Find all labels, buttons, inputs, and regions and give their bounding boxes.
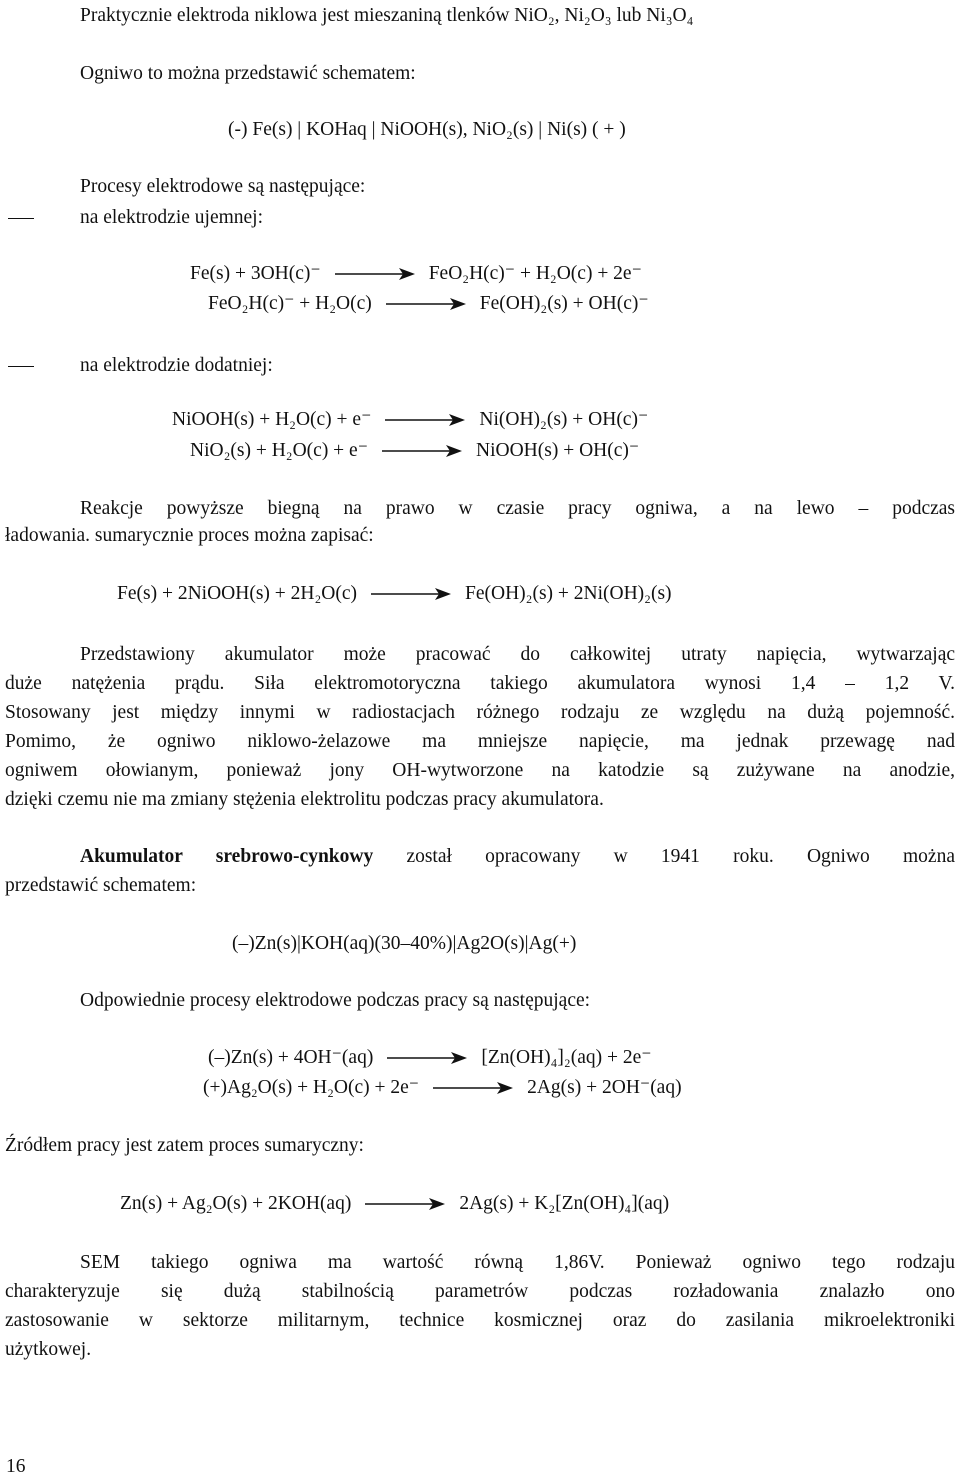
equation-negative-1 xyxy=(190,262,642,286)
reactions-note-line2: ładowania. sumarycznie proces można zapisać: xyxy=(5,525,374,546)
silver-zinc-processes-label: Odpowiednie procesy elektrodowe podczas pracy są następujące: xyxy=(80,990,591,1011)
bullet-dash xyxy=(8,366,34,367)
silver-zinc-intro xyxy=(80,842,955,871)
equation-lhs: (–)Zn(s) + 4OH⁻(aq) xyxy=(208,1047,374,1068)
page-number: 16 xyxy=(6,1456,26,1477)
para1-line: Stosowany jest między innymi w radiostacjach różnego rodzaju ze względu na dużą pojemność. xyxy=(5,702,955,723)
reaction-arrow-icon xyxy=(387,1051,467,1065)
silver-zinc-intro-rest: został opracowany w 1941 roku. Ogniwo można xyxy=(373,846,955,867)
equation-silver-zinc-1 xyxy=(208,1046,652,1070)
equation-rhs: 2Ag(s) + 2OH⁻(aq) xyxy=(527,1077,682,1098)
equation-rhs: 2Ag(s) + K₂[Zn(OH)₄](aq) xyxy=(459,1193,670,1214)
equation-rhs: Ni(OH)₂(s) + OH(c)⁻ xyxy=(479,409,649,430)
bullet-dash xyxy=(8,218,34,219)
summary-equation-agzn xyxy=(120,1192,669,1216)
reactions-note-line1: Reakcje powyższe biegną na prawo w czasie pracy ogniwa, a na lewo – podczas xyxy=(80,498,955,519)
reaction-arrow-icon xyxy=(382,444,462,458)
negative-electrode-label: na elektrodzie ujemnej: xyxy=(80,207,264,228)
para2-line: użytkowej. xyxy=(5,1339,92,1360)
silver-zinc-title: Akumulator srebrowo-cynkowy xyxy=(80,846,374,867)
processes-label: Procesy elektrodowe są następujące: xyxy=(80,176,366,197)
reaction-arrow-icon xyxy=(365,1197,445,1211)
para1-line: dzięki czemu nie ma zmiany stężenia elektrolitu podczas pracy akumulatora. xyxy=(5,789,604,810)
equation-rhs: FeO₂H(c)⁻ + H₂O(c) + 2e⁻ xyxy=(428,263,642,284)
para2-line: zastosowanie w sektorze militarnym, technice kosmicznej oraz do zasilania mikroelektroniki xyxy=(5,1310,955,1331)
para2-line: charakteryzuje się dużą stabilnością parametrów podczas rozładowania znalazło ono xyxy=(5,1281,955,1302)
equation-negative-2 xyxy=(208,292,649,316)
para1-line: Pomimo, że ogniwo niklowo-żelazowe ma mniejsze napięcie, ma jednak przewagę nad xyxy=(5,731,955,752)
para1-line: duże natężenia prądu. Siła elektromotoryczna takiego akumulatora wynosi 1,4 – 1,2 V. xyxy=(5,673,955,694)
equation-lhs: NiOOH(s) + H₂O(c) + e⁻ xyxy=(172,409,372,430)
intro-scheme-label: Ogniwo to można przedstawić schematem: xyxy=(80,63,416,84)
equation-lhs: NiO₂(s) + H₂O(c) + e⁻ xyxy=(190,440,369,461)
positive-electrode-label: na elektrodzie dodatniej: xyxy=(80,355,273,376)
equation-positive-1 xyxy=(172,408,648,432)
equation-rhs: NiOOH(s) + OH(c)⁻ xyxy=(476,440,640,461)
reaction-arrow-icon xyxy=(335,267,415,281)
equation-lhs: (+)Ag₂O(s) + H₂O(c) + 2e⁻ xyxy=(203,1077,420,1098)
equation-rhs: [Zn(OH)₄]₂(aq) + 2e⁻ xyxy=(481,1047,652,1068)
equation-rhs: Fe(OH)₂(s) + OH(c)⁻ xyxy=(479,293,649,314)
para1-line: Przedstawiony akumulator może pracować do całkowitej utraty napięcia, wytwarzając xyxy=(80,644,955,665)
silver-zinc-scheme-label: przedstawić schematem: xyxy=(5,875,197,896)
reaction-arrow-icon xyxy=(433,1081,513,1095)
equation-rhs: Fe(OH)₂(s) + 2Ni(OH)₂(s) xyxy=(465,583,672,604)
intro-nickel-mix: Praktycznie elektroda niklowa jest mieszaniną tlenków NiO₂, Ni₂O₃ lub Ni₃O₄ xyxy=(80,5,694,26)
equation-lhs: Fe(s) + 3OH(c)⁻ xyxy=(190,263,321,284)
silver-zinc-scheme: (–)Zn(s)|KOH(aq)(30–40%)|Ag2O(s)|Ag(+) xyxy=(232,933,577,954)
source-label: Źródłem pracy jest zatem proces sumaryczny: xyxy=(5,1135,364,1156)
equation-lhs: FeO₂H(c)⁻ + H₂O(c) xyxy=(208,293,372,314)
reaction-arrow-icon xyxy=(385,413,465,427)
nife-scheme: (-) Fe(s) | KOHaq | NiOOH(s), NiO₂(s) | Ni(s) ( + ) xyxy=(228,119,626,140)
para1-line: ogniwem ołowianym, ponieważ jony OH-wytworzone na katodzie są zużywane na anodzie, xyxy=(5,760,955,781)
equation-lhs: Fe(s) + 2NiOOH(s) + 2H₂O(c) xyxy=(117,583,357,604)
summary-equation-nife xyxy=(117,582,672,606)
equation-lhs: Zn(s) + Ag₂O(s) + 2KOH(aq) xyxy=(120,1193,352,1214)
equation-silver-zinc-2 xyxy=(203,1076,682,1100)
reaction-arrow-icon xyxy=(386,297,466,311)
equation-positive-2 xyxy=(190,439,639,463)
reaction-arrow-icon xyxy=(371,587,451,601)
para2-line: SEM takiego ogniwa ma wartość równą 1,86V. Ponieważ ogniwo tego rodzaju xyxy=(80,1252,955,1273)
